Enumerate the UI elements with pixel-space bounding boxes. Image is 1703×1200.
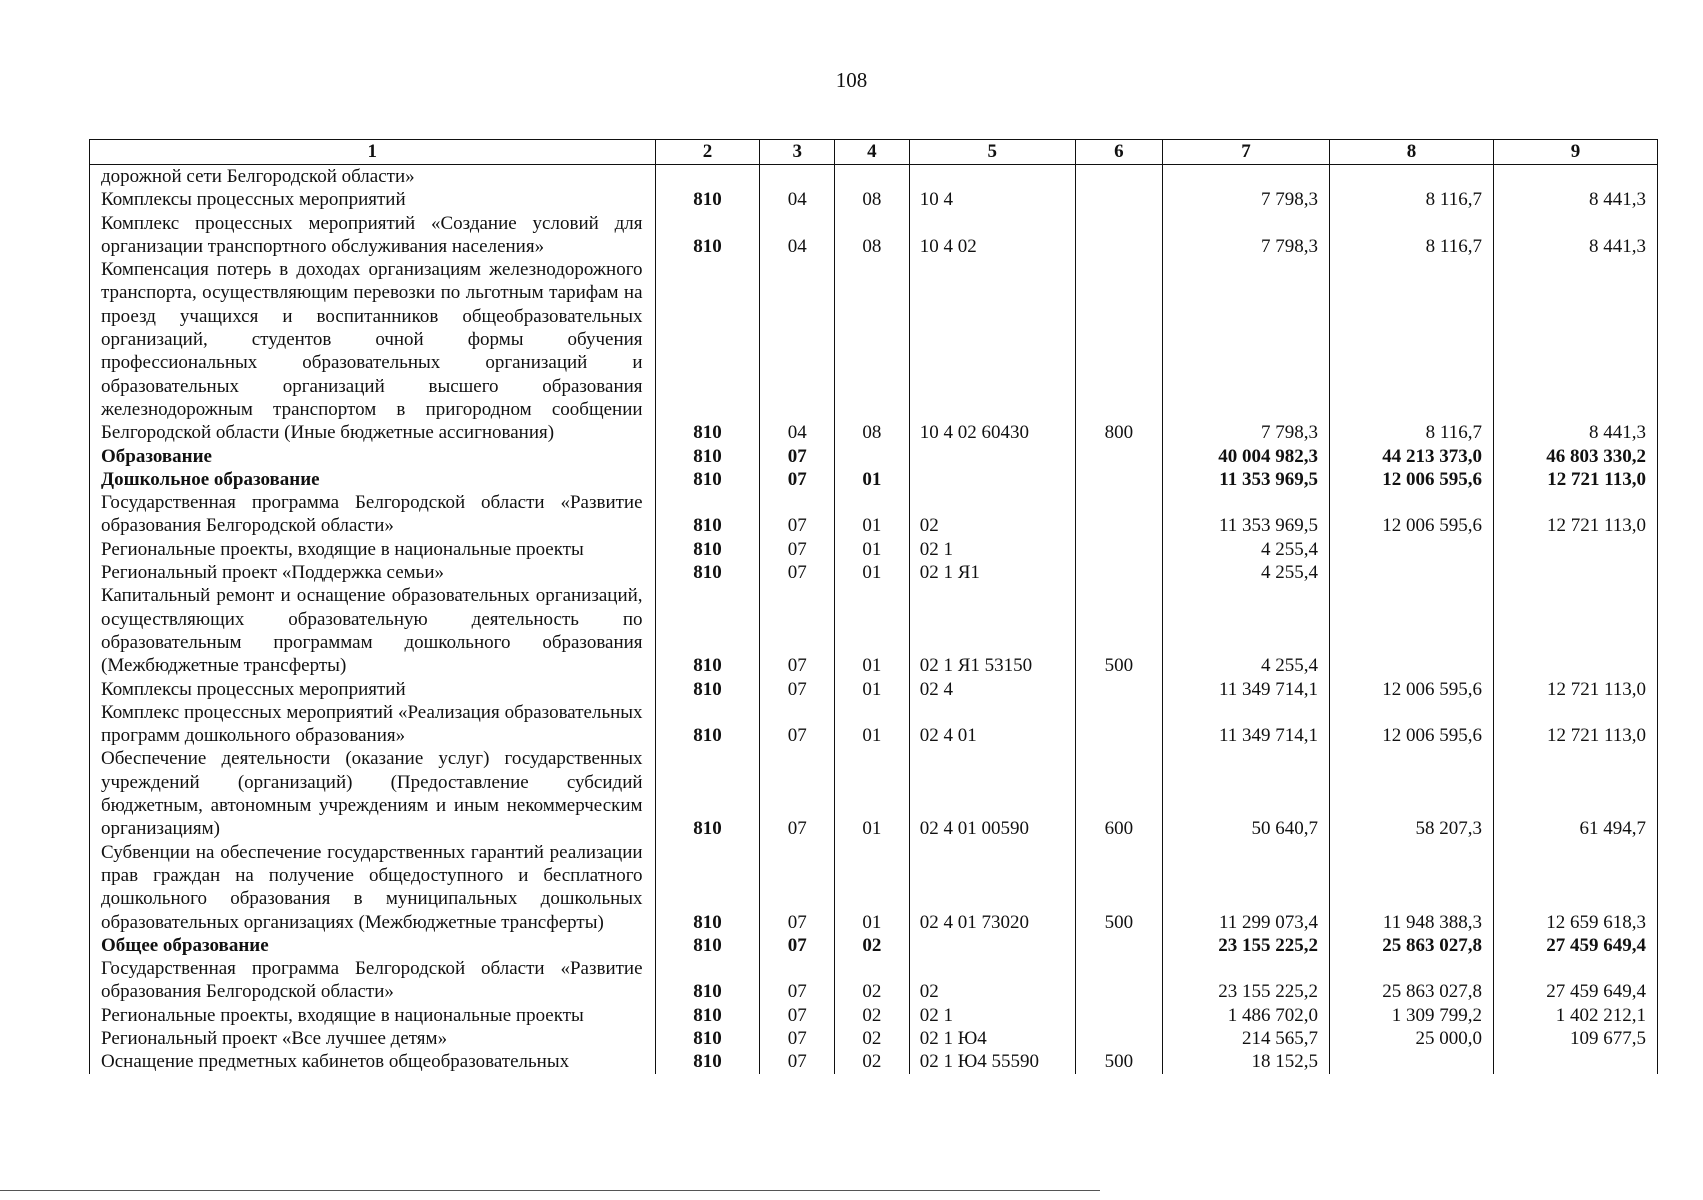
cell-expense-type: [1075, 1004, 1162, 1027]
cell-amount-year-2: [1330, 165, 1494, 189]
cell-ministry-code: [655, 165, 760, 189]
cell-amount-year-3: 8 441,3: [1493, 188, 1657, 211]
cell-ministry-code: 810: [655, 841, 760, 934]
cell-subsection: 01: [835, 468, 910, 491]
cell-amount-year-3: 12 659 618,3: [1493, 841, 1657, 934]
cell-subsection: 08: [835, 258, 910, 444]
cell-ministry-code: 810: [655, 445, 760, 468]
budget-table-container: [89, 139, 1658, 1074]
cell-amount-year-3: 61 494,7: [1493, 747, 1657, 840]
cell-amount-year-3: 8 441,3: [1493, 258, 1657, 444]
column-header: 7: [1162, 140, 1329, 165]
cell-subsection: 01: [835, 678, 910, 701]
cell-subsection: 02: [835, 957, 910, 1004]
column-header: 1: [90, 140, 656, 165]
table-row: [90, 445, 1658, 468]
table-row: [90, 491, 1658, 538]
cell-subsection: 08: [835, 212, 910, 259]
cell-ministry-code: 810: [655, 1004, 760, 1027]
cell-target-article: [909, 445, 1075, 468]
cell-expense-type: [1075, 468, 1162, 491]
cell-target-article: 10 4 02: [909, 212, 1075, 259]
cell-amount-year-3: [1493, 538, 1657, 561]
cell-amount-year-1: 11 349 714,1: [1162, 678, 1329, 701]
cell-amount-year-3: [1493, 165, 1657, 189]
column-header: 4: [835, 140, 910, 165]
cell-target-article: 02 1 Я1: [909, 561, 1075, 584]
cell-expense-type: 800: [1075, 258, 1162, 444]
cell-ministry-code: 810: [655, 747, 760, 840]
cell-expense-type: [1075, 538, 1162, 561]
cell-name: Обеспечение деятельности (оказание услуг) государственных учреждений (организаций) (Предоставление субсидий бюджетным, автономным учреждениям и иным некоммерческим организациям): [90, 747, 656, 840]
cell-name: Комплексы процессных мероприятий: [90, 188, 656, 211]
cell-amount-year-1: 23 155 225,2: [1162, 934, 1329, 957]
cell-subsection: 02: [835, 934, 910, 957]
cell-ministry-code: 810: [655, 188, 760, 211]
cell-target-article: 02 1 Ю4: [909, 1027, 1075, 1050]
cell-name: Государственная программа Белгородской области «Развитие образования Белгородской области»: [90, 957, 656, 1004]
cell-amount-year-3: [1493, 584, 1657, 677]
cell-expense-type: [1075, 1027, 1162, 1050]
cell-amount-year-3: 46 803 330,2: [1493, 445, 1657, 468]
cell-amount-year-2: 25 863 027,8: [1330, 957, 1494, 1004]
cell-amount-year-2: 11 948 388,3: [1330, 841, 1494, 934]
cell-amount-year-2: 12 006 595,6: [1330, 678, 1494, 701]
cell-subsection: 01: [835, 841, 910, 934]
cell-section: 07: [760, 701, 835, 748]
cell-section: 07: [760, 491, 835, 538]
cell-amount-year-1: 7 798,3: [1162, 188, 1329, 211]
cell-section: 07: [760, 468, 835, 491]
cell-amount-year-2: 12 006 595,6: [1330, 491, 1494, 538]
cell-name: Комплексы процессных мероприятий: [90, 678, 656, 701]
cell-name: Компенсация потерь в доходах организациям железнодорожного транспорта, осуществляющим перевозки по льготным тарифам на проезд учащихся и воспитанников общеобразовательных организаций, студентов очной формы обучения профессиональных образовательных организаций и образовательных организаций высшего образования железнодорожным транспортом в пригородном сообщении Белгородской области (Иные бюджетные ассигнования): [90, 258, 656, 444]
cell-amount-year-3: 8 441,3: [1493, 212, 1657, 259]
cell-amount-year-3: 27 459 649,4: [1493, 934, 1657, 957]
cell-expense-type: [1075, 212, 1162, 259]
table-row: [90, 1027, 1658, 1050]
cell-expense-type: [1075, 188, 1162, 211]
cell-name: Государственная программа Белгородской области «Развитие образования Белгородской области»: [90, 491, 656, 538]
cell-subsection: 02: [835, 1050, 910, 1073]
cell-name: Комплекс процессных мероприятий «Реализация образовательных программ дошкольного образования»: [90, 701, 656, 748]
cell-amount-year-1: 1 486 702,0: [1162, 1004, 1329, 1027]
cell-name: Дошкольное образование: [90, 468, 656, 491]
cell-ministry-code: 810: [655, 678, 760, 701]
cell-amount-year-2: [1330, 1050, 1494, 1073]
cell-target-article: 02: [909, 957, 1075, 1004]
cell-amount-year-1: 11 299 073,4: [1162, 841, 1329, 934]
table-row: [90, 584, 1658, 677]
cell-ministry-code: 810: [655, 561, 760, 584]
cell-expense-type: [1075, 934, 1162, 957]
cell-ministry-code: 810: [655, 1027, 760, 1050]
cell-section: 07: [760, 841, 835, 934]
cell-amount-year-1: 4 255,4: [1162, 584, 1329, 677]
cell-name: Образование: [90, 445, 656, 468]
cell-amount-year-1: [1162, 165, 1329, 189]
cell-amount-year-2: 12 006 595,6: [1330, 701, 1494, 748]
cell-amount-year-2: 58 207,3: [1330, 747, 1494, 840]
cell-expense-type: [1075, 491, 1162, 538]
cell-section: 07: [760, 1004, 835, 1027]
cell-ministry-code: 810: [655, 957, 760, 1004]
cell-subsection: [835, 445, 910, 468]
cell-amount-year-2: 1 309 799,2: [1330, 1004, 1494, 1027]
cell-target-article: 02 1 Я1 53150: [909, 584, 1075, 677]
table-row: [90, 188, 1658, 211]
cell-expense-type: [1075, 165, 1162, 189]
cell-target-article: 10 4: [909, 188, 1075, 211]
page-number: 108: [835, 68, 868, 92]
cell-subsection: 01: [835, 584, 910, 677]
cell-section: 07: [760, 747, 835, 840]
cell-amount-year-3: 1 402 212,1: [1493, 1004, 1657, 1027]
table-row: [90, 165, 1658, 189]
cell-target-article: 02: [909, 491, 1075, 538]
cell-amount-year-3: 27 459 649,4: [1493, 957, 1657, 1004]
cell-section: 07: [760, 934, 835, 957]
cell-section: 07: [760, 678, 835, 701]
cell-expense-type: [1075, 561, 1162, 584]
cell-name: Общее образование: [90, 934, 656, 957]
cell-name: дорожной сети Белгородской области»: [90, 165, 656, 189]
table-row: [90, 258, 1658, 444]
cell-section: 04: [760, 258, 835, 444]
cell-name: Региональные проекты, входящие в национальные проекты: [90, 538, 656, 561]
cell-ministry-code: 810: [655, 468, 760, 491]
cell-target-article: [909, 165, 1075, 189]
cell-amount-year-1: 11 353 969,5: [1162, 491, 1329, 538]
cell-expense-type: 500: [1075, 841, 1162, 934]
cell-amount-year-1: 4 255,4: [1162, 538, 1329, 561]
cell-name: Оснащение предметных кабинетов общеобразовательных: [90, 1050, 656, 1073]
cell-section: 07: [760, 1050, 835, 1073]
cell-ministry-code: 810: [655, 1050, 760, 1073]
cell-amount-year-3: 12 721 113,0: [1493, 701, 1657, 748]
cell-ministry-code: 810: [655, 701, 760, 748]
cell-subsection: 08: [835, 188, 910, 211]
cell-amount-year-2: 8 116,7: [1330, 258, 1494, 444]
table-row: [90, 841, 1658, 934]
cell-section: 07: [760, 561, 835, 584]
cell-ministry-code: 810: [655, 584, 760, 677]
cell-expense-type: [1075, 445, 1162, 468]
cell-amount-year-2: [1330, 538, 1494, 561]
cell-subsection: 01: [835, 701, 910, 748]
cell-subsection: 01: [835, 538, 910, 561]
table-row: [90, 934, 1658, 957]
cell-amount-year-3: 109 677,5: [1493, 1027, 1657, 1050]
cell-target-article: 02 4 01 00590: [909, 747, 1075, 840]
cell-name: Комплекс процессных мероприятий «Создание условий для организации транспортного обслуживания населения»: [90, 212, 656, 259]
cell-amount-year-3: [1493, 1050, 1657, 1073]
cell-amount-year-1: 23 155 225,2: [1162, 957, 1329, 1004]
cell-ministry-code: 810: [655, 212, 760, 259]
cell-subsection: 01: [835, 747, 910, 840]
column-header: 5: [909, 140, 1075, 165]
cell-subsection: 02: [835, 1027, 910, 1050]
table-row: [90, 957, 1658, 1004]
scan-edge-line: [0, 1190, 1100, 1191]
cell-amount-year-2: 25 863 027,8: [1330, 934, 1494, 957]
cell-target-article: 02 1 Ю4 55590: [909, 1050, 1075, 1073]
cell-subsection: 01: [835, 491, 910, 538]
table-row: [90, 468, 1658, 491]
table-row: [90, 747, 1658, 840]
table-row: [90, 701, 1658, 748]
cell-amount-year-2: 8 116,7: [1330, 212, 1494, 259]
table-row: [90, 212, 1658, 259]
cell-target-article: 02 4 01 73020: [909, 841, 1075, 934]
cell-amount-year-3: 12 721 113,0: [1493, 468, 1657, 491]
cell-name: Региональные проекты, входящие в национальные проекты: [90, 1004, 656, 1027]
budget-table: [89, 139, 1658, 1074]
column-header: 9: [1493, 140, 1657, 165]
table-body: [90, 165, 1658, 1074]
table-row: [90, 1004, 1658, 1027]
cell-amount-year-2: 12 006 595,6: [1330, 468, 1494, 491]
cell-subsection: 02: [835, 1004, 910, 1027]
cell-name: Региональный проект «Все лучшее детям»: [90, 1027, 656, 1050]
cell-name: Региональный проект «Поддержка семьи»: [90, 561, 656, 584]
table-row: [90, 561, 1658, 584]
cell-section: 07: [760, 445, 835, 468]
cell-amount-year-1: 7 798,3: [1162, 258, 1329, 444]
cell-amount-year-1: 214 565,7: [1162, 1027, 1329, 1050]
cell-amount-year-1: 11 353 969,5: [1162, 468, 1329, 491]
column-header: 8: [1330, 140, 1494, 165]
cell-amount-year-1: 7 798,3: [1162, 212, 1329, 259]
cell-ministry-code: 810: [655, 538, 760, 561]
cell-amount-year-1: 40 004 982,3: [1162, 445, 1329, 468]
cell-target-article: 02 4: [909, 678, 1075, 701]
cell-expense-type: 500: [1075, 1050, 1162, 1073]
cell-amount-year-2: 44 213 373,0: [1330, 445, 1494, 468]
column-header: 2: [655, 140, 760, 165]
cell-target-article: [909, 934, 1075, 957]
cell-target-article: 02 1: [909, 1004, 1075, 1027]
cell-ministry-code: 810: [655, 258, 760, 444]
cell-amount-year-2: 8 116,7: [1330, 188, 1494, 211]
cell-amount-year-3: 12 721 113,0: [1493, 491, 1657, 538]
cell-target-article: 02 1: [909, 538, 1075, 561]
table-row: [90, 678, 1658, 701]
cell-section: 07: [760, 1027, 835, 1050]
cell-target-article: 10 4 02 60430: [909, 258, 1075, 444]
table-row: [90, 1050, 1658, 1073]
cell-ministry-code: 810: [655, 491, 760, 538]
cell-amount-year-2: 25 000,0: [1330, 1027, 1494, 1050]
cell-expense-type: 600: [1075, 747, 1162, 840]
cell-amount-year-1: 11 349 714,1: [1162, 701, 1329, 748]
cell-expense-type: [1075, 701, 1162, 748]
cell-amount-year-2: [1330, 561, 1494, 584]
cell-amount-year-3: 12 721 113,0: [1493, 678, 1657, 701]
cell-ministry-code: 810: [655, 934, 760, 957]
cell-section: 07: [760, 584, 835, 677]
cell-name: Субвенции на обеспечение государственных гарантий реализации прав граждан на получение общедоступного и бесплатного дошкольного образования в муниципальных дошкольных образовательных организациях (Межбюджетные трансферты): [90, 841, 656, 934]
table-row: [90, 538, 1658, 561]
cell-amount-year-1: 4 255,4: [1162, 561, 1329, 584]
column-header: 6: [1075, 140, 1162, 165]
cell-expense-type: 500: [1075, 584, 1162, 677]
cell-section: [760, 165, 835, 189]
cell-subsection: [835, 165, 910, 189]
header-row: [90, 140, 1658, 165]
cell-amount-year-1: 18 152,5: [1162, 1050, 1329, 1073]
cell-amount-year-1: 50 640,7: [1162, 747, 1329, 840]
cell-section: 04: [760, 212, 835, 259]
cell-section: 07: [760, 957, 835, 1004]
column-header: 3: [760, 140, 835, 165]
cell-section: 04: [760, 188, 835, 211]
cell-target-article: 02 4 01: [909, 701, 1075, 748]
cell-expense-type: [1075, 678, 1162, 701]
cell-subsection: 01: [835, 561, 910, 584]
cell-expense-type: [1075, 957, 1162, 1004]
cell-section: 07: [760, 538, 835, 561]
cell-amount-year-2: [1330, 584, 1494, 677]
cell-amount-year-3: [1493, 561, 1657, 584]
cell-name: Капитальный ремонт и оснащение образовательных организаций, осуществляющих образовательную деятельность по образовательным программам дошкольного образования (Межбюджетные трансферты): [90, 584, 656, 677]
cell-target-article: [909, 468, 1075, 491]
